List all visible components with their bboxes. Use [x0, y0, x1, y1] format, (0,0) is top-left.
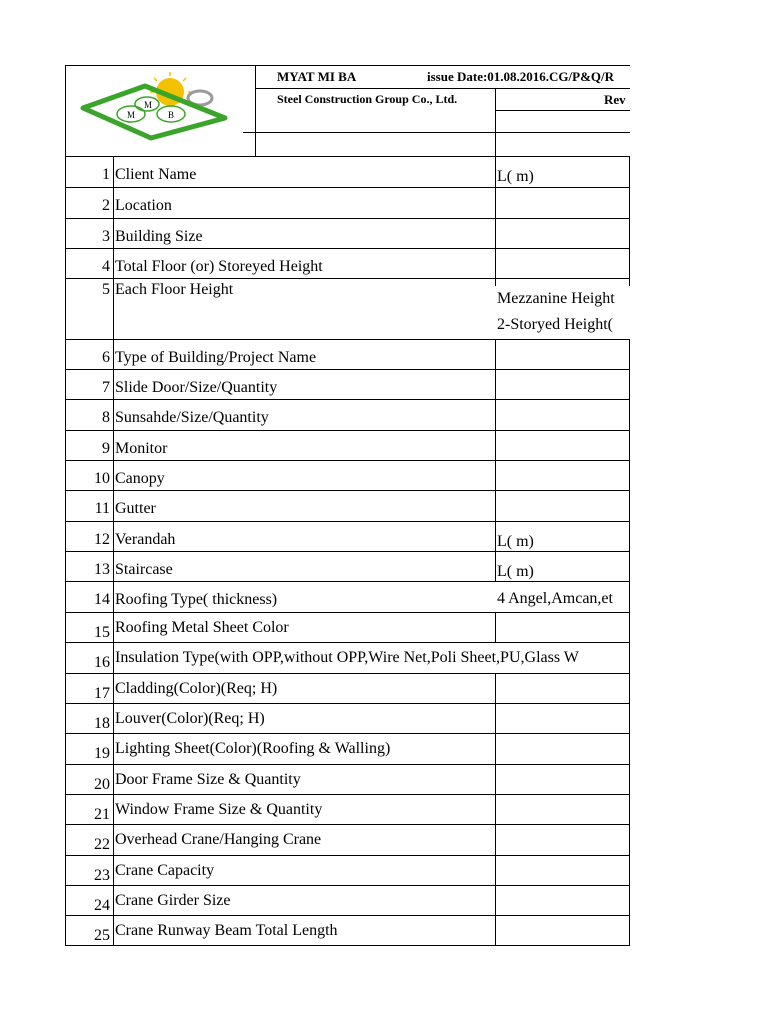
- row-label: Louver(Color)(Req; H): [115, 710, 265, 727]
- value-right-border: [629, 855, 630, 885]
- row-border: [65, 430, 630, 431]
- value-col-border: [495, 885, 496, 915]
- row-label: Roofing Metal Sheet Color: [115, 619, 289, 636]
- green-diamond-frame: [83, 86, 225, 138]
- row-value: 4 Angel,Amcan,et: [497, 590, 613, 607]
- row-border: [65, 612, 630, 613]
- row-border: [65, 642, 630, 643]
- value-right-border: [629, 642, 630, 673]
- value-right-border: [629, 551, 630, 581]
- row-label: Insulation Type(with OPP,without OPP,Wire Net,Poli Sheet,PU,Glass W: [115, 649, 579, 666]
- value-col-border: [495, 733, 496, 764]
- value-right-border: [629, 218, 630, 248]
- row-value-secondary: 2-Storyed Height(: [497, 316, 613, 333]
- value-col-border: [495, 673, 496, 703]
- row-number: 14: [94, 591, 110, 608]
- row-label: Lighting Sheet(Color)(Roofing & Walling): [115, 740, 391, 757]
- row-border: [65, 794, 630, 795]
- row-label: Cladding(Color)(Req; H): [115, 680, 278, 697]
- row-border: [65, 673, 630, 674]
- row-number: 15: [94, 624, 110, 641]
- group-name: Steel Construction Group Co., Ltd.: [277, 92, 458, 106]
- value-right-border: [629, 612, 630, 642]
- row-number: 5: [102, 281, 110, 298]
- row-label: Crane Runway Beam Total Length: [115, 922, 338, 939]
- row-border: [65, 248, 630, 249]
- value-col-border: [495, 278, 496, 286]
- logo-letter-m2: M: [144, 100, 153, 110]
- header-col-divider: [495, 88, 496, 157]
- row-label: Crane Capacity: [115, 862, 215, 879]
- value-col-border: [495, 521, 496, 551]
- value-right-border: [629, 248, 630, 278]
- header-row2-border: [495, 110, 630, 111]
- row-number: 6: [102, 349, 110, 366]
- value-col-border: [495, 490, 496, 521]
- row-number: 23: [94, 867, 110, 884]
- value-col-border: [495, 369, 496, 399]
- row-border: [65, 521, 630, 522]
- value-right-border: [629, 490, 630, 521]
- header-bottom-border: [65, 156, 630, 157]
- value-col-border: [495, 612, 496, 642]
- row-border: [65, 945, 630, 946]
- row-value: L( m): [497, 168, 534, 185]
- value-right-border: [629, 581, 630, 612]
- row-label: Roofing Type( thickness): [115, 591, 278, 608]
- row-border: [65, 490, 630, 491]
- row-label: Location: [115, 197, 172, 214]
- row-number: 7: [102, 379, 110, 396]
- row-number: 16: [94, 654, 110, 671]
- value-col-border: [495, 248, 496, 278]
- row-border: [65, 733, 630, 734]
- row-label: Verandah: [115, 531, 176, 548]
- row-number: 17: [94, 685, 110, 702]
- row-number: 20: [94, 776, 110, 793]
- row-number: 8: [102, 409, 110, 426]
- sheet-left-border: [65, 65, 66, 945]
- row-label: Slide Door/Size/Quantity: [115, 379, 278, 396]
- row-number: 24: [94, 897, 110, 914]
- value-col-border: [495, 218, 496, 248]
- value-right-border: [629, 399, 630, 430]
- value-right-border: [629, 673, 630, 703]
- value-col-border: [495, 460, 496, 490]
- row-number: 3: [102, 228, 110, 245]
- header-logo-divider: [255, 65, 256, 157]
- row-label: Window Frame Size & Quantity: [115, 801, 323, 818]
- value-col-border: [495, 794, 496, 824]
- value-right-border: [629, 278, 630, 286]
- row-border: [65, 187, 630, 188]
- row-label: Overhead Crane/Hanging Crane: [115, 831, 322, 848]
- row-border: [65, 369, 630, 370]
- row-border: [65, 339, 630, 340]
- value-right-border: [629, 369, 630, 399]
- logo-letter-m1: M: [127, 110, 136, 120]
- header-row3-border: [243, 132, 630, 133]
- row-border: [65, 764, 630, 765]
- value-right-border: [629, 521, 630, 551]
- revision-label: Rev: [604, 92, 626, 107]
- value-col-border: [495, 187, 496, 218]
- value-col-border: [495, 824, 496, 855]
- header-top-border: [65, 65, 630, 66]
- row-number: 4: [102, 258, 110, 275]
- row-number: 13: [94, 561, 110, 578]
- value-col-border: [495, 703, 496, 733]
- row-number: 25: [94, 927, 110, 944]
- value-right-border: [629, 794, 630, 824]
- value-col-border: [495, 915, 496, 945]
- row-border: [65, 885, 630, 886]
- value-right-border: [629, 156, 630, 187]
- value-right-border: [629, 187, 630, 218]
- header-row1-border: [255, 88, 630, 89]
- row-label: Gutter: [115, 500, 156, 517]
- row-label: Client Name: [115, 166, 197, 183]
- value-right-border: [629, 703, 630, 733]
- row-label: Total Floor (or) Storeyed Height: [115, 258, 323, 275]
- row-border: [65, 278, 630, 279]
- row-number: 22: [94, 836, 110, 853]
- value-right-border: [629, 733, 630, 764]
- row-number: 9: [102, 440, 110, 457]
- value-right-border: [629, 460, 630, 490]
- row-number: 21: [94, 806, 110, 823]
- company-logo: [75, 70, 245, 150]
- row-label: Monitor: [115, 440, 168, 457]
- row-label: Each Floor Height: [115, 281, 234, 298]
- row-border: [65, 581, 630, 582]
- value-col-border: [495, 399, 496, 430]
- value-col-border: [495, 764, 496, 794]
- row-value: L( m): [497, 563, 534, 580]
- row-border: [65, 551, 630, 552]
- value-right-border: [629, 764, 630, 794]
- row-label: Canopy: [115, 470, 165, 487]
- row-border: [65, 703, 630, 704]
- value-right-border: [629, 885, 630, 915]
- value-col-border: [495, 855, 496, 885]
- row-label: Crane Girder Size: [115, 892, 231, 909]
- row-number: 10: [94, 470, 110, 487]
- value-right-border: [629, 824, 630, 855]
- issue-date: issue Date:01.08.2016.CG/P&Q/R: [427, 69, 615, 84]
- logo-letter-b: B: [168, 110, 175, 120]
- value-col-border: [495, 430, 496, 460]
- row-label: Staircase: [115, 561, 173, 578]
- row-number: 11: [94, 500, 110, 517]
- row-value: Mezzanine Height: [497, 290, 615, 307]
- row-border: [65, 915, 630, 916]
- row-number: 2: [102, 197, 110, 214]
- row-border: [65, 460, 630, 461]
- row-label: Building Size: [115, 228, 203, 245]
- value-right-border: [629, 915, 630, 945]
- row-border: [65, 824, 630, 825]
- value-col-border: [495, 156, 496, 187]
- row-number: 12: [94, 531, 110, 548]
- row-number: 19: [94, 745, 110, 762]
- row-number: 1: [102, 166, 110, 183]
- row-border: [65, 855, 630, 856]
- row-border: [65, 399, 630, 400]
- row-value: L( m): [497, 533, 534, 550]
- value-col-border: [495, 339, 496, 369]
- row-label: Type of Building/Project Name: [115, 349, 317, 366]
- row-label: Sunsahde/Size/Quantity: [115, 409, 269, 426]
- value-col-border: [495, 551, 496, 581]
- company-name: MYAT MI BA: [277, 69, 357, 84]
- row-number: 18: [94, 715, 110, 732]
- value-right-border: [629, 339, 630, 369]
- row-border: [65, 218, 630, 219]
- row-label: Door Frame Size & Quantity: [115, 771, 301, 788]
- value-right-border: [629, 430, 630, 460]
